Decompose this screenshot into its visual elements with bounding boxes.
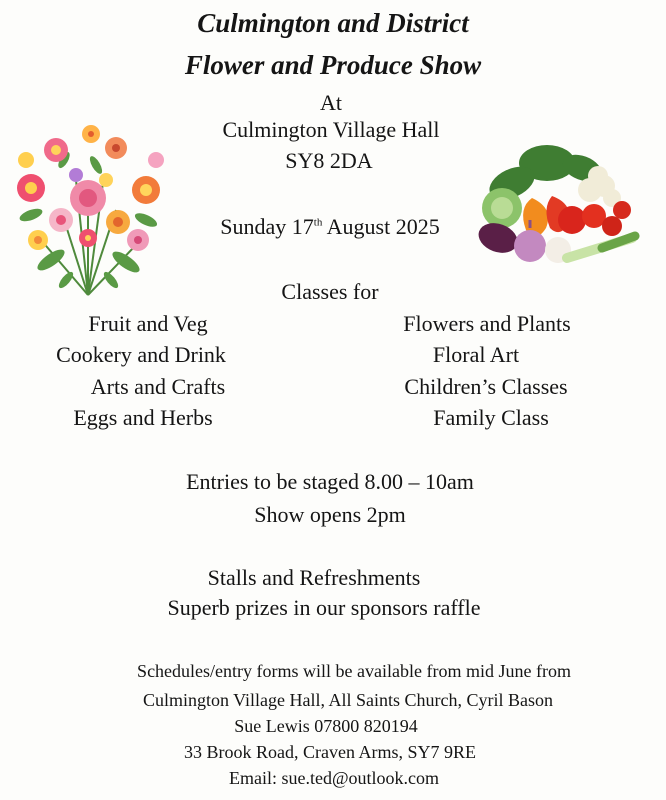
venue-postcode: SY8 2DA [285,148,373,173]
stalls-refreshments: Stalls and Refreshments [207,565,421,590]
class-right-item: Flowers and Plants [403,311,571,336]
class-left-item: Arts and Crafts [90,374,226,399]
contact-line: Culmington Village Hall, All Saints Church, Cyril Bason [142,690,554,710]
show-title-line2: Flower and Produce Show [184,50,482,80]
class-right-item: Floral Art [432,342,520,367]
contact-phone: Sue Lewis 07800 820194 [234,716,418,736]
venue-at: At [320,90,342,115]
classes-heading: Classes for [281,279,379,304]
entries-staged-time: Entries to be staged 8.00 – 10am [186,469,474,494]
date-ordinal: th [313,216,323,229]
show-date [220,214,439,240]
date-day: Sunday 17 [220,214,314,239]
vegetable-basket-icon [472,138,640,278]
class-left-item: Eggs and Herbs [73,405,213,430]
class-left-item: Cookery and Drink [56,342,226,367]
contact-address: 33 Brook Road, Craven Arms, SY7 9RE [184,742,476,762]
flower-bouquet-icon [6,120,170,298]
show-title-line1: Culmington and District [197,8,469,38]
class-left-item: Fruit and Veg [88,311,208,336]
class-right-item: Family Class [433,405,549,430]
venue-name: Culmington Village Hall [222,117,440,142]
show-opens-time: Show opens 2pm [254,502,406,527]
contact-email: Email: sue.ted@outlook.com [228,768,440,788]
contact-line: Schedules/entry forms will be available from mid June from [137,661,571,681]
class-right-item: Children’s Classes [404,374,568,399]
raffle-note: Superb prizes in our sponsors raffle [167,595,481,620]
date-month-year: August 2025 [322,214,440,239]
